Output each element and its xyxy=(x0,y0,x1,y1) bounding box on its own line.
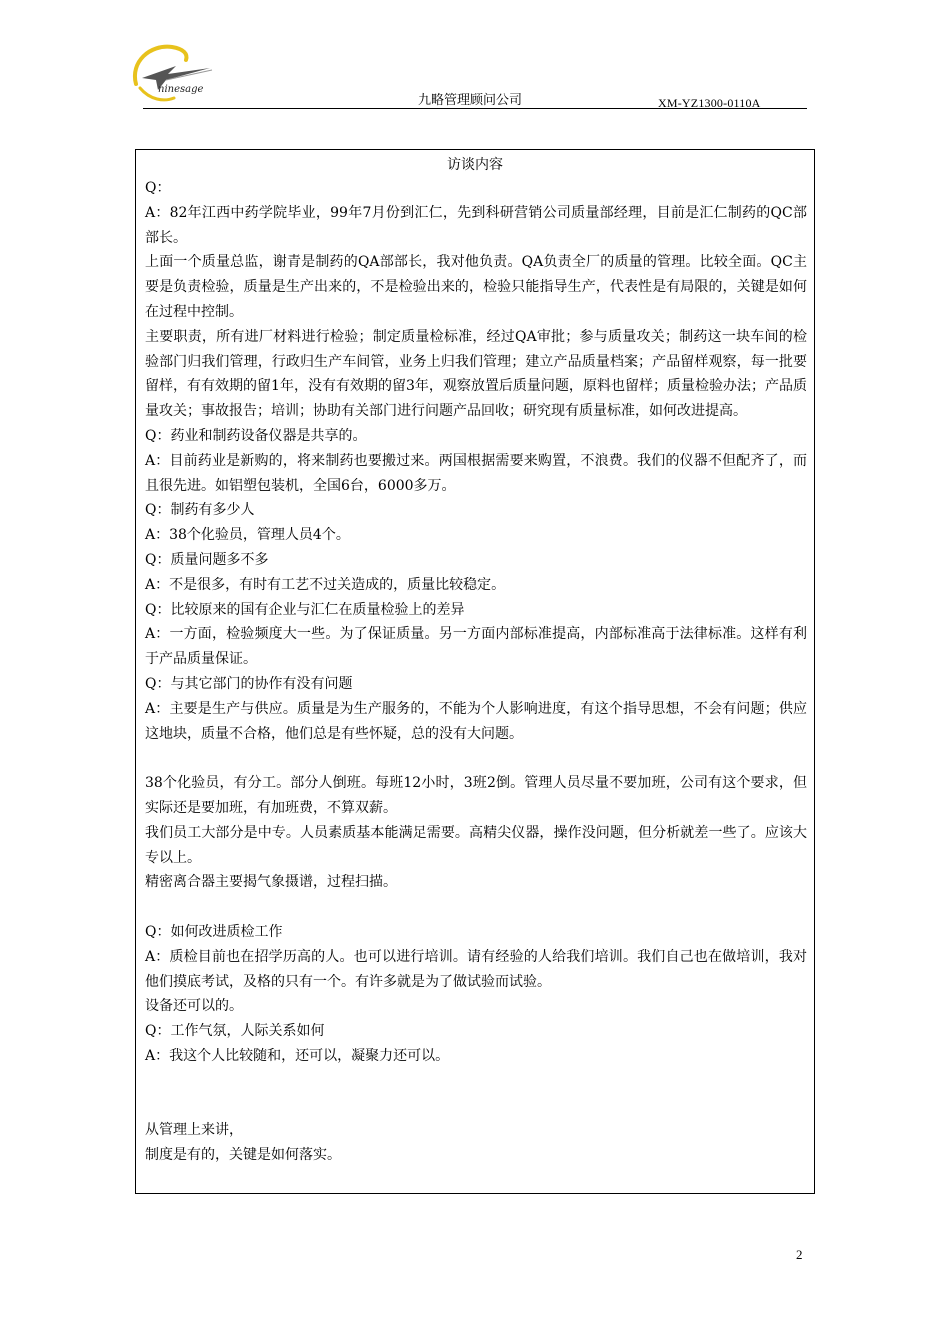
transcript-line: Q：药业和制药设备仪器是共享的。 xyxy=(145,427,367,444)
transcript-line: 上面一个质量总监，谢青是制药的QA部部长，我对他负责。QA负责全厂的质量的管理。比较全面。QC主要是负责检验，质量是生产出来的，不是检验出来的，检验只能指导生产，代表性是有局限的，关键是如何在过程中控制。 xyxy=(145,254,807,320)
page-number: 2 xyxy=(796,1247,803,1262)
interview-transcript xyxy=(145,176,807,1168)
transcript-line: 我们员工大部分是中专。人员素质基本能满足需要。高精尖仪器，操作没问题，但分析就差一些了。应该大专以上。 xyxy=(145,824,807,866)
transcript-line: A：主要是生产与供应。质量是为生产服务的，不能为个人影响进度，有这个指导思想，不会有问题；供应这地块，质量不合格，他们总是有些怀疑，总的没有大问题。 xyxy=(145,700,807,742)
transcript-line: A：38个化验员，管理人员4个。 xyxy=(145,527,350,544)
transcript-line: A：目前药业是新购的，将来制药也要搬过来。两国根据需要来购置，不浪费。我们的仪器不但配齐了，而且很先进。如铝塑包装机，全国6台，6000多万。 xyxy=(145,452,807,494)
blank-line xyxy=(145,1069,807,1119)
box-title: 访谈内容 xyxy=(447,157,503,173)
transcript-line: A：82年江西中药学院毕业，99年7月份到汇仁，先到科研营销公司质量部经理，目前是汇仁制药的QC部部长。 xyxy=(145,204,807,246)
transcript-line: A：不是很多，有时有工艺不过关造成的，质量比较稳定。 xyxy=(145,576,506,593)
transcript-line: Q：如何改进质检工作 xyxy=(145,923,283,940)
transcript-line: 主要职责，所有进厂材料进行检验；制定质量检标准，经过QA审批；参与质量攻关；制药这一块车间的检验部门归我们管理，行政归生产车间管，业务上归我们管理；建立产品质量档案；产品留样观察，每一批要留样，有有效期的留1年，没有有效期的留3年，观察放置后质量问题，原料也留样；质量检验办法；产品质量攻关；事故报告；培训；协助有关部门进行问题产品回收；研究现有质量标准，如何改进提高。 xyxy=(145,328,807,420)
transcript-line: Q：制药有多少人 xyxy=(145,502,255,519)
transcript-line: 设备还可以的。 xyxy=(145,998,243,1015)
transcript-line: Q：工作气氛，人际关系如何 xyxy=(145,1023,325,1040)
company-name: 九略管理顾问公司 xyxy=(418,93,523,108)
document-code: XM-YZ1300-0110A xyxy=(658,96,761,110)
transcript-line: 精密离合器主要揭气象摄谱，过程扫描。 xyxy=(145,874,397,891)
blank-line xyxy=(145,895,807,920)
transcript-line: 从管理上来讲， xyxy=(145,1122,243,1139)
transcript-line: A：一方面，检验频度大一些。为了保证质量。另一方面内部标准提高，内部标准高于法律标准。这样有利于产品质量保证。 xyxy=(145,626,807,668)
logo-text: ninesage xyxy=(158,84,204,95)
transcript-line: Q：与其它部门的协作有没有问题 xyxy=(145,675,353,692)
transcript-line: Q： xyxy=(145,180,171,196)
company-logo xyxy=(128,40,228,108)
transcript-line: A：质检目前也在招学历高的人。也可以进行培训。请有经验的人给我们培训。我们自己也在做培训，我对他们摸底考试，及格的只有一个。有许多就是为了做试验而试验。 xyxy=(145,948,807,990)
transcript-line: 38个化验员，有分工。部分人倒班。每班12小时，3班2倒。管理人员尽量不要加班，公司有这个要求，但实际还是要加班，有加班费，不算双薪。 xyxy=(145,775,807,816)
transcript-line: 制度是有的，关键是如何落实。 xyxy=(145,1147,341,1164)
transcript-line: Q：比较原来的国有企业与汇仁在质量检验上的差异 xyxy=(145,601,465,618)
blank-line xyxy=(145,746,807,771)
header-rule xyxy=(143,108,807,109)
transcript-line: A：我这个人比较随和，还可以，凝聚力还可以。 xyxy=(145,1047,450,1064)
transcript-line: Q：质量问题多不多 xyxy=(145,551,269,568)
interview-content-box xyxy=(135,149,815,1194)
